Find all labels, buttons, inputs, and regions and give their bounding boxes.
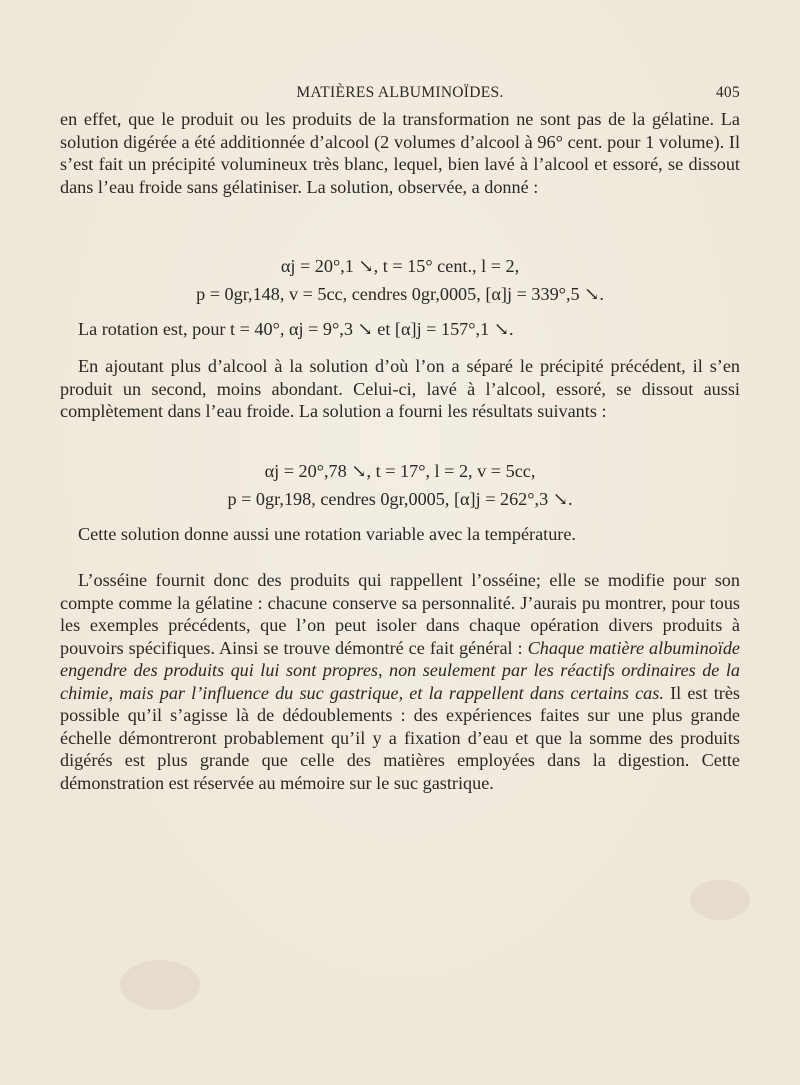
paragraph-4-text: [60, 569, 740, 794]
paragraph-2-text: En ajoutant plus d’alcool à la solution d’où l’on a séparé le précipité précédent, il s’en produit un second, moins abondant. Celui-ci, lavé à l’alcool, essoré, se dissout aussi complètement dans l’eau froide. La solution a fourni les résultats suivants :: [60, 356, 740, 421]
paragraph-4: [60, 569, 740, 794]
equation-3: αj = 20°,78 ↘, t = 17°, l = 2, v = 5cc,: [264, 461, 536, 481]
paragraph-1: [60, 108, 740, 198]
paper-stain: [690, 880, 750, 920]
page-number: 405: [715, 84, 740, 101]
equation-4: p = 0gr,198, cendres 0gr,0005, [α]j = 262°,3 ↘.: [227, 489, 573, 509]
paragraph-4-start: L’osséine fournit donc des produits qui rappellent l’osséine; elle se modifie pour son compte comme la gélatine : chacune conserve sa personnalité. J’aurais pu montrer, pour tous les exemples précédents, que l’on peut isoler dans chaque opération divers produits à pouvoirs spécifiques. Ainsi se trouve démontré ce fait général :: [60, 570, 740, 658]
paragraph-1-text: en effet, que le produit ou les produits de la transformation ne sont pas de la gélatine. La solution digérée a été additionnée d’alcool (2 volumes d’alcool à 96° cent. pour 1 volume). Il s’est fait un précipité volumineux très blanc, lequel, bien lavé à l’alcool et essoré, se dissout dans l’eau froide sans gélatiniser. La solution, observée, a donné :: [60, 109, 740, 197]
paragraph-3: [60, 523, 740, 546]
paragraph-4-end: Il est très possible qu’il s’agisse là de dédoublements : des expériences faites sur une plus grande échelle démontreront probablement qu’il y a fixation d’eau et que la somme des produits digérés est plus grande que celle des matières employées dans la digestion. Cette démonstration est réservée au mémoire sur le suc gastrique.: [60, 682, 740, 793]
page-header: [60, 84, 740, 106]
rotation-paragraph: [60, 318, 740, 341]
paper-stain: [120, 960, 200, 1010]
rotation-line: La rotation est, pour t = 40°, αj = 9°,3 ↘ et [α]j = 157°,1 ↘.: [78, 319, 514, 339]
paragraph-2: [60, 355, 740, 423]
paragraph-4-italic: Chaque matière albuminoïde engendre des produits qui lui sont propres, non seulement par les réactifs ordinaires de la chimie, mais par l’influence du suc gastrique, et la rappellent dans certains cas.: [60, 637, 740, 703]
equation-1: αj = 20°,1 ↘, t = 15° cent., l = 2,: [280, 256, 520, 276]
running-title: MATIÈRES ALBUMINOÏDES.: [296, 84, 504, 101]
equation-2: p = 0gr,148, v = 5cc, cendres 0gr,0005, [α]j = 339°,5 ↘.: [196, 284, 604, 304]
paragraph-3-text: Cette solution donne aussi une rotation variable avec la température.: [78, 524, 576, 544]
